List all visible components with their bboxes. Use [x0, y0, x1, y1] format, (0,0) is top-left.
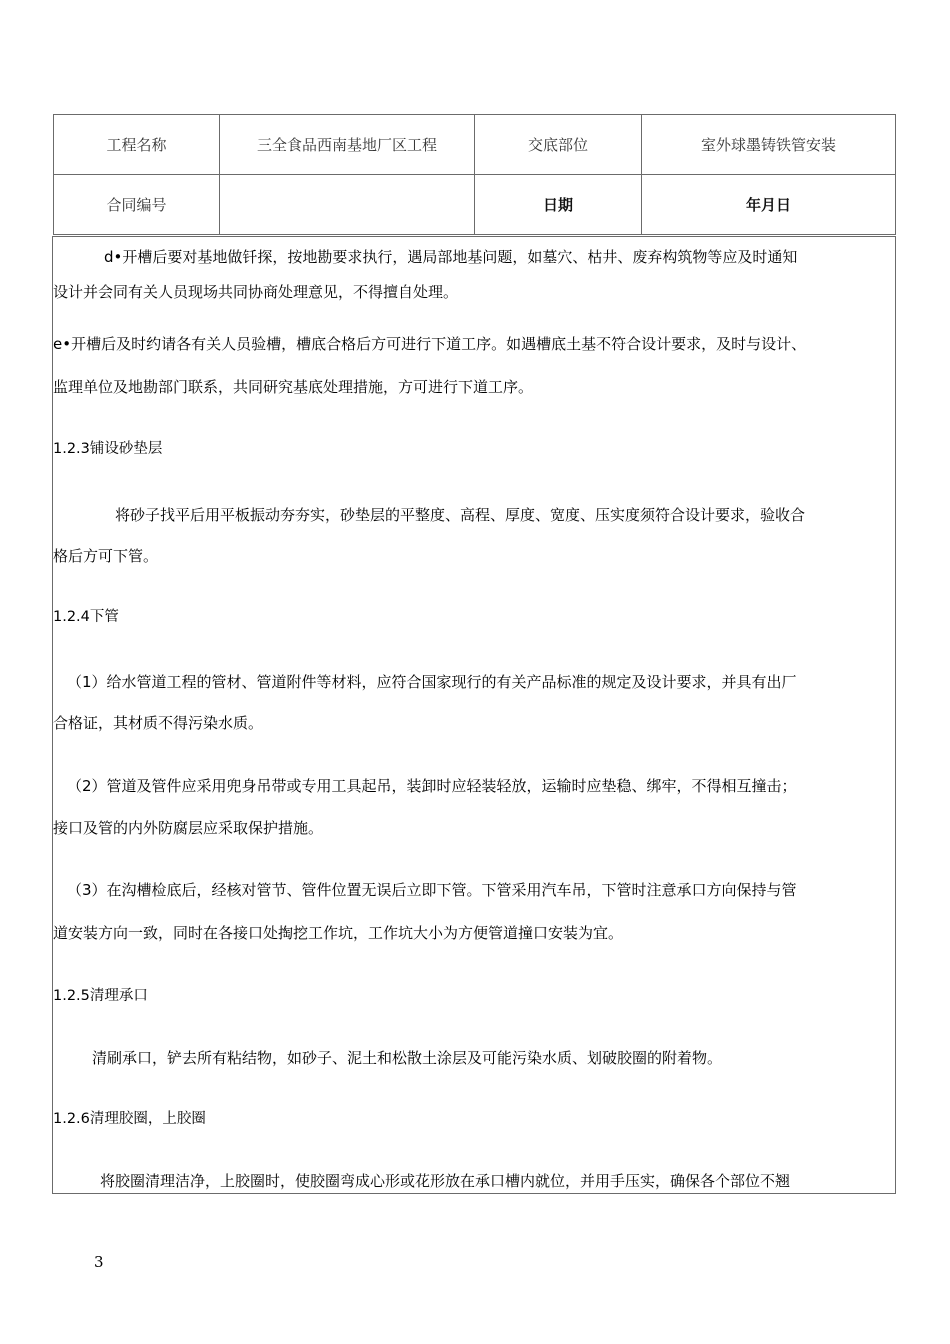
content-box: [52, 236, 896, 1194]
item-2-line2: 接口及管的内外防腐层应采取保护措施。: [53, 819, 324, 837]
para-d-line1: d•开槽后要对基地做钎探，按地勘要求执行，遇局部地基问题，如墓穴、枯井、废弃构筑物等应及时通知: [104, 248, 798, 266]
para-d-line2: 设计并会同有关人员现场共同协商处理意见，不得擅自处理。: [53, 283, 459, 301]
heading-1-2-6: 1.2.6清理胶圈，上胶圈: [53, 1111, 206, 1127]
header-row-contract: [54, 175, 896, 235]
para-123-line1: 将砂子找平后用平板振动夯夯实，砂垫层的平整度、高程、厚度、宽度、压实度须符合设计要求，验收合: [115, 506, 806, 524]
item-3-line2: 道安装方向一致，同时在各接口处掏挖工作坑，工作坑大小为方便管道撞口安装为宜。: [53, 924, 624, 942]
item-1-line1: （1）给水管道工程的管材、管道附件等材料，应符合国家现行的有关产品标准的规定及设计要求，并具有出厂: [67, 673, 797, 691]
contract-no-label: 合同编号: [54, 175, 220, 235]
item-2-line1: （2）管道及管件应采用兜身吊带或专用工具起吊，装卸时应轻装轻放，运输时应垫稳、绑牢，不得相互撞击；: [67, 777, 797, 795]
header-table: [53, 114, 896, 235]
heading-1-2-4: 1.2.4下管: [53, 609, 119, 625]
heading-1-2-3: 1.2.3铺设砂垫层: [53, 441, 163, 457]
page-number: 3: [94, 1253, 104, 1271]
date-label: 日期: [475, 175, 642, 235]
project-name-value: 三全食品西南基地厂区工程: [220, 115, 475, 175]
handover-location-label: 交底部位: [475, 115, 642, 175]
item-1-line2: 合格证，其材质不得污染水质。: [53, 714, 264, 732]
para-126-line1: 将胶圈清理洁净，上胶圈时，使胶圈弯成心形或花形放在承口槽内就位，并用手压实，确保各个部位不翘: [100, 1172, 791, 1190]
para-e-line1: e•开槽后及时约请各有关人员验槽，槽底合格后方可进行下道工序。如遇槽底土基不符合设计要求，及时与设计、: [53, 335, 807, 353]
header-row-project: [54, 115, 896, 175]
project-name-label: 工程名称: [54, 115, 220, 175]
para-125: 清刷承口，铲去所有粘结物，如砂子、泥土和松散土涂层及可能污染水质、划破胶圈的附着物。: [92, 1049, 723, 1067]
contract-no-value: [220, 175, 475, 235]
date-value: 年月日: [642, 175, 896, 235]
handover-location-value: 室外球墨铸铁管安装: [642, 115, 896, 175]
heading-1-2-5: 1.2.5清理承口: [53, 988, 148, 1004]
para-123-line2: 格后方可下管。: [53, 547, 159, 565]
para-e-line2: 监理单位及地勘部门联系，共同研究基底处理措施，方可进行下道工序。: [53, 378, 534, 396]
item-3-line1: （3）在沟槽检底后，经核对管节、管件位置无误后立即下管。下管采用汽车吊，下管时注意承口方向保持与管: [67, 881, 797, 899]
